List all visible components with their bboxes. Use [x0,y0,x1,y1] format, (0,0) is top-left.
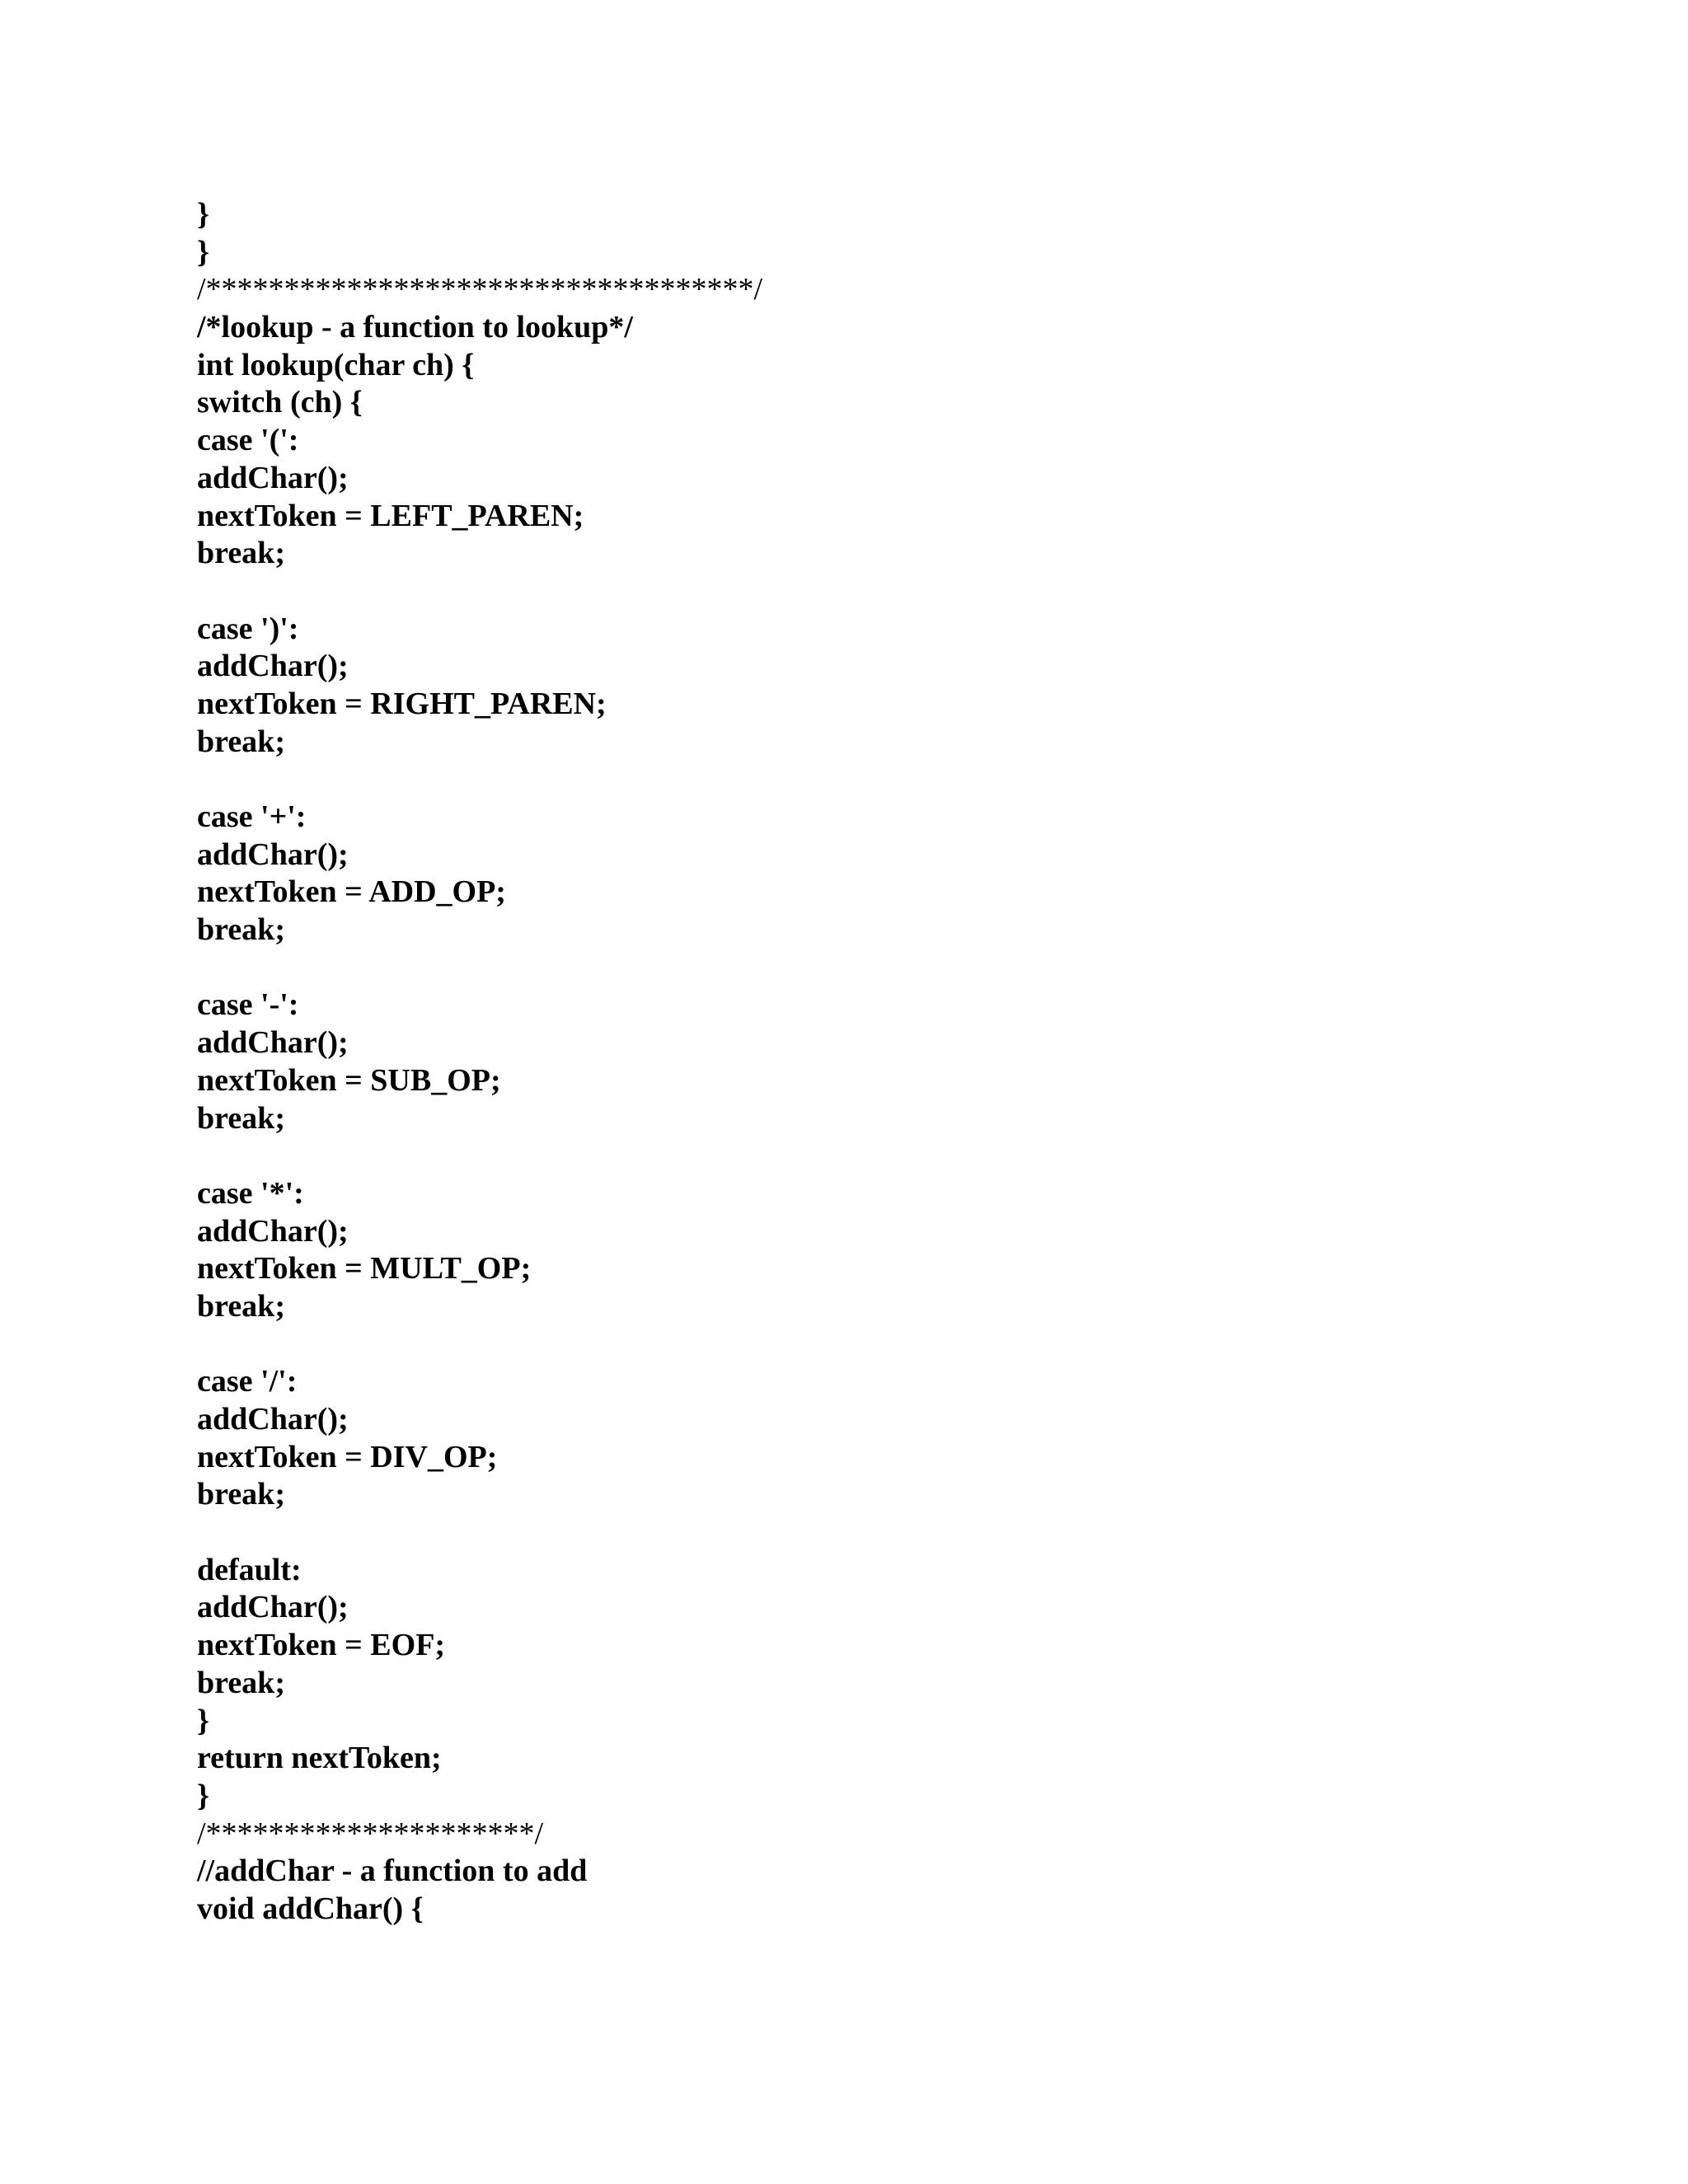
code-line: } [197,197,209,232]
code-line: return nextToken; [197,1741,442,1776]
code-line: addChar(); [197,649,349,684]
blank-line [197,573,762,611]
code-line: nextToken = EOF; [197,1628,446,1663]
separator-comment-line: /***********************************/ [197,272,763,307]
code-comment-line: /*lookup - a function to lookup*/ [197,310,633,345]
code-line: int lookup(char ch) { [197,347,475,382]
code-line: void addChar() { [197,1891,424,1926]
code-line: case '(': [197,423,299,458]
blank-line [197,1326,762,1364]
code-listing [197,196,762,1929]
code-line: addChar(); [197,460,349,495]
code-line: case ')': [197,611,299,646]
blank-line [197,1137,762,1175]
code-line: nextToken = LEFT_PAREN; [197,498,584,533]
code-line: break; [197,1288,285,1324]
code-line: addChar(); [197,1213,349,1249]
code-line: switch (ch) { [197,385,363,420]
code-line: break; [197,536,285,571]
blank-line [197,1514,762,1552]
code-line: nextToken = MULT_OP; [197,1251,532,1286]
code-line: case '-': [197,987,299,1023]
code-line: addChar(); [197,1590,349,1625]
code-line: break; [197,1100,285,1136]
code-line: case '*': [197,1175,304,1211]
blank-line [197,761,762,799]
code-line: } [197,234,209,269]
code-line: case '+': [197,799,307,834]
code-line: } [197,1778,209,1813]
code-line: break; [197,724,285,759]
code-line: addChar(); [197,1025,349,1061]
code-line: nextToken = ADD_OP; [197,874,506,910]
code-line: nextToken = DIV_OP; [197,1439,498,1474]
code-line: break; [197,1477,285,1512]
code-line: addChar(); [197,1402,349,1436]
code-line: addChar(); [197,837,349,872]
code-line: } [197,1703,209,1738]
code-line: case '/': [197,1364,298,1399]
code-comment-line: //addChar - a function to add [197,1854,588,1889]
code-line: default: [197,1552,302,1587]
code-line: nextToken = SUB_OP; [197,1062,501,1098]
code-line: break; [197,1665,285,1700]
blank-line [197,949,762,987]
code-line: break; [197,912,285,948]
code-line: nextToken = RIGHT_PAREN; [197,686,607,721]
separator-comment-line: /*********************/ [197,1816,544,1851]
